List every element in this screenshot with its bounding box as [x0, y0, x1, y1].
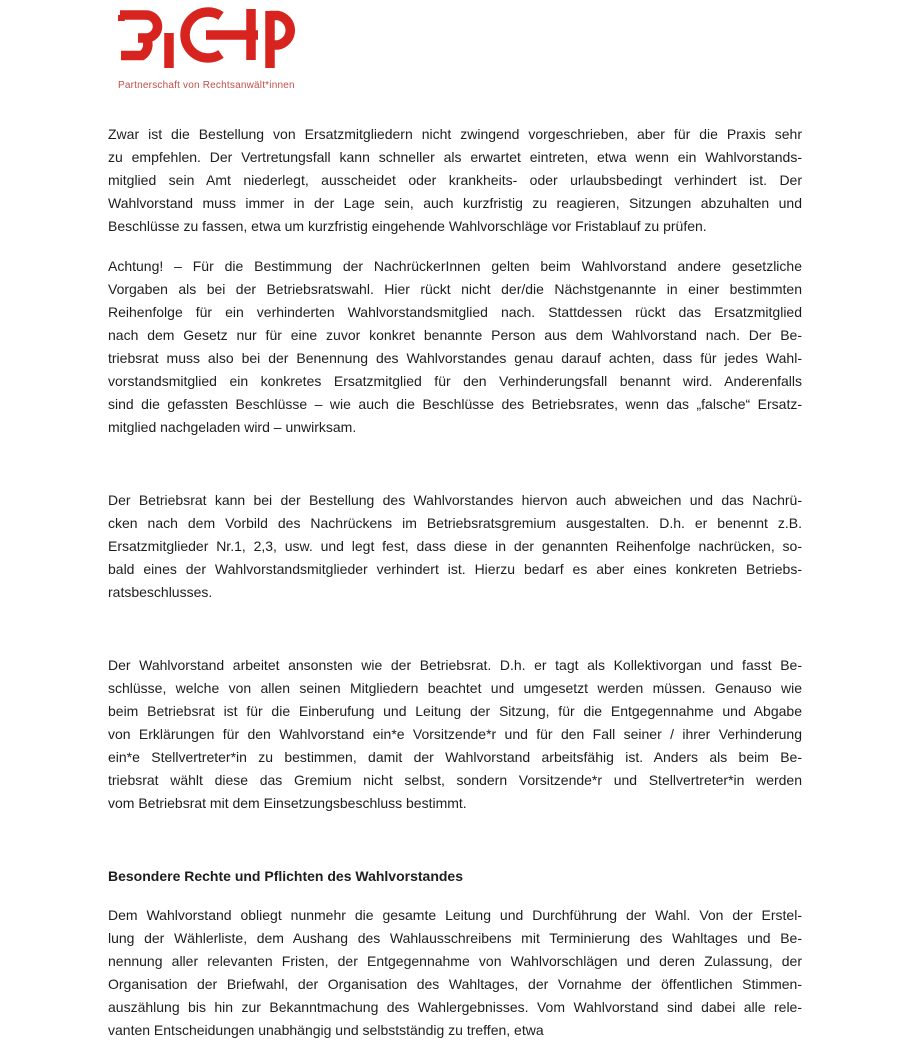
text-line: Vorgaben als bei der Betriebsratswahl. Hier rückt nicht der/die Nächstgenannte in einer bestimmten: [108, 281, 802, 297]
letterhead: [0, 0, 908, 91]
paragraph: [108, 255, 802, 439]
text-line: nach dem Gesetz nur für eine zuvor konkret benannte Person aus dem Wahlvorstand nach. Der Be-: [108, 327, 802, 343]
text-line: nennung aller relevanten Fristen, der Entgegennahme von Wahlvorschlägen und deren Zulassung, der: [108, 953, 802, 969]
text-line: ein*e Stellvertreter*in zu bestimmen, damit der Wahlvorstand arbeitsfähig ist. Anders als beim Be-: [108, 749, 802, 765]
text-line: vanten Entscheidungen unabhängig und selbstständig zu treffen, etwa: [108, 1022, 544, 1038]
paragraph: [108, 904, 802, 1042]
text-line: bald eines der Wahlvorstandsmitglieder verhindert ist. Hierzu bedarf es aber eines konkreten Betriebs-: [108, 561, 802, 577]
text-line: lung der Wählerliste, dem Aushang des Wahlausschreibens mit Terminierung des Wahltages und Be-: [108, 930, 802, 946]
text-line: Zwar ist die Bestellung von Ersatzmitgliedern nicht zwingend vorgeschrieben, aber für die Praxis sehr: [108, 126, 802, 142]
text-line: Der Betriebsrat kann bei der Bestellung des Wahlvorstandes hiervon auch abweichen und das Nachrü-: [108, 492, 802, 508]
text-line: vom Betriebsrat mit dem Einsetzungsbeschluss bestimmt.: [108, 795, 467, 811]
text-line: triebsrat muss also bei der Benennung des Wahlvorstandes genau darauf achten, dass für jedes Wahl-: [108, 350, 802, 366]
text-line: Achtung! – Für die Bestimmung der NachrückerInnen gelten beim Wahlvorstand andere gesetzliche: [108, 258, 802, 274]
text-line: zu empfehlen. Der Vertretungsfall kann schneller als erwartet eintreten, etwa wenn ein Wahlvorstands-: [108, 149, 802, 165]
text-line: triebsrat wählt diese das Gremium nicht selbst, sondern Vorsitzende*r und Stellvertreter*in werden: [108, 772, 802, 788]
text-line: cken nach dem Vorbild des Nachrückens im Betriebsratsgremium ausgestalten. D.h. er benennt z.B.: [108, 515, 802, 531]
text-line: mitglied nachgeladen wird – unwirksam.: [108, 419, 357, 435]
section-heading: [108, 865, 802, 888]
paragraph: [108, 654, 802, 815]
text-line: Organisation der Briefwahl, der Organisation des Wahltages, der Vornahme der öffentlichen Stimmen-: [108, 976, 802, 992]
text-line: vorstandsmitglied ein konkretes Ersatzmitglied für den Verhinderungsfall benannt wird. Anderenfalls: [108, 373, 802, 389]
bghp-logo: [118, 7, 300, 73]
text-line: Ersatzmitglieder Nr.1, 2,3, usw. und legt fest, dass diese in der genannten Reihenfolge nachrücken, so-: [108, 538, 802, 554]
text-line: auszählung bis hin zur Bekanntmachung des Wahlergebnisses. Vom Wahlvorstand sind dabei alle rele-: [108, 999, 802, 1015]
text-line: schlüsse, welche von allen seinen Mitgliedern beachtet und umgesetzt werden müssen. Genauso wie: [108, 680, 802, 696]
text-line: mitglied sein Amt niederlegt, ausscheidet oder krankheits- oder urlaubsbedingt verhindert ist. Der: [108, 172, 802, 188]
paragraph: [108, 489, 802, 604]
text-line: von Erklärungen für den Wahlvorstand ein*e Vorsitzende*r und für den Fall seiner / ihrer Verhinderung: [108, 726, 802, 742]
text-line: Der Wahlvorstand arbeitet ansonsten wie der Betriebsrat. D.h. er tagt als Kollektivorgan und fasst Be-: [108, 657, 802, 673]
text-line: ratsbeschlusses.: [108, 584, 213, 600]
text-line: Beschlüsse zu fassen, etwa um kurzfristig eingehende Wahlvorschläge vor Fristablauf zu prüfen.: [108, 218, 707, 234]
paragraph: [108, 123, 802, 238]
text-line: sind die gefassten Beschlüsse – wie auch die Beschlüsse des Betriebsrates, wenn das „falsche“ Ersatz-: [108, 396, 802, 412]
text-line: Reihenfolge für ein verhinderten Wahlvorstandsmitglied nach. Stattdessen rückt das Ersatzmitglied: [108, 304, 802, 320]
text-line: Wahlvorstand muss immer in der Lage sein, auch kurzfristig zu reagieren, Sitzungen abzuhalten und: [108, 195, 802, 211]
logo-tagline: Partnerschaft von Rechtsanwält*innen: [118, 80, 295, 91]
text-line: beim Betriebsrat ist für die Einberufung und Leitung der Sitzung, für die Entgegennahme und Abgabe: [108, 703, 802, 719]
text-line: Besondere Rechte und Pflichten des Wahlvorstandes: [108, 868, 464, 884]
text-line: Dem Wahlvorstand obliegt nunmehr die gesamte Leitung und Durchführung der Wahl. Von der Erstel-: [108, 907, 802, 923]
logo-letter-b: [120, 15, 158, 56]
document-body: [108, 123, 802, 1042]
